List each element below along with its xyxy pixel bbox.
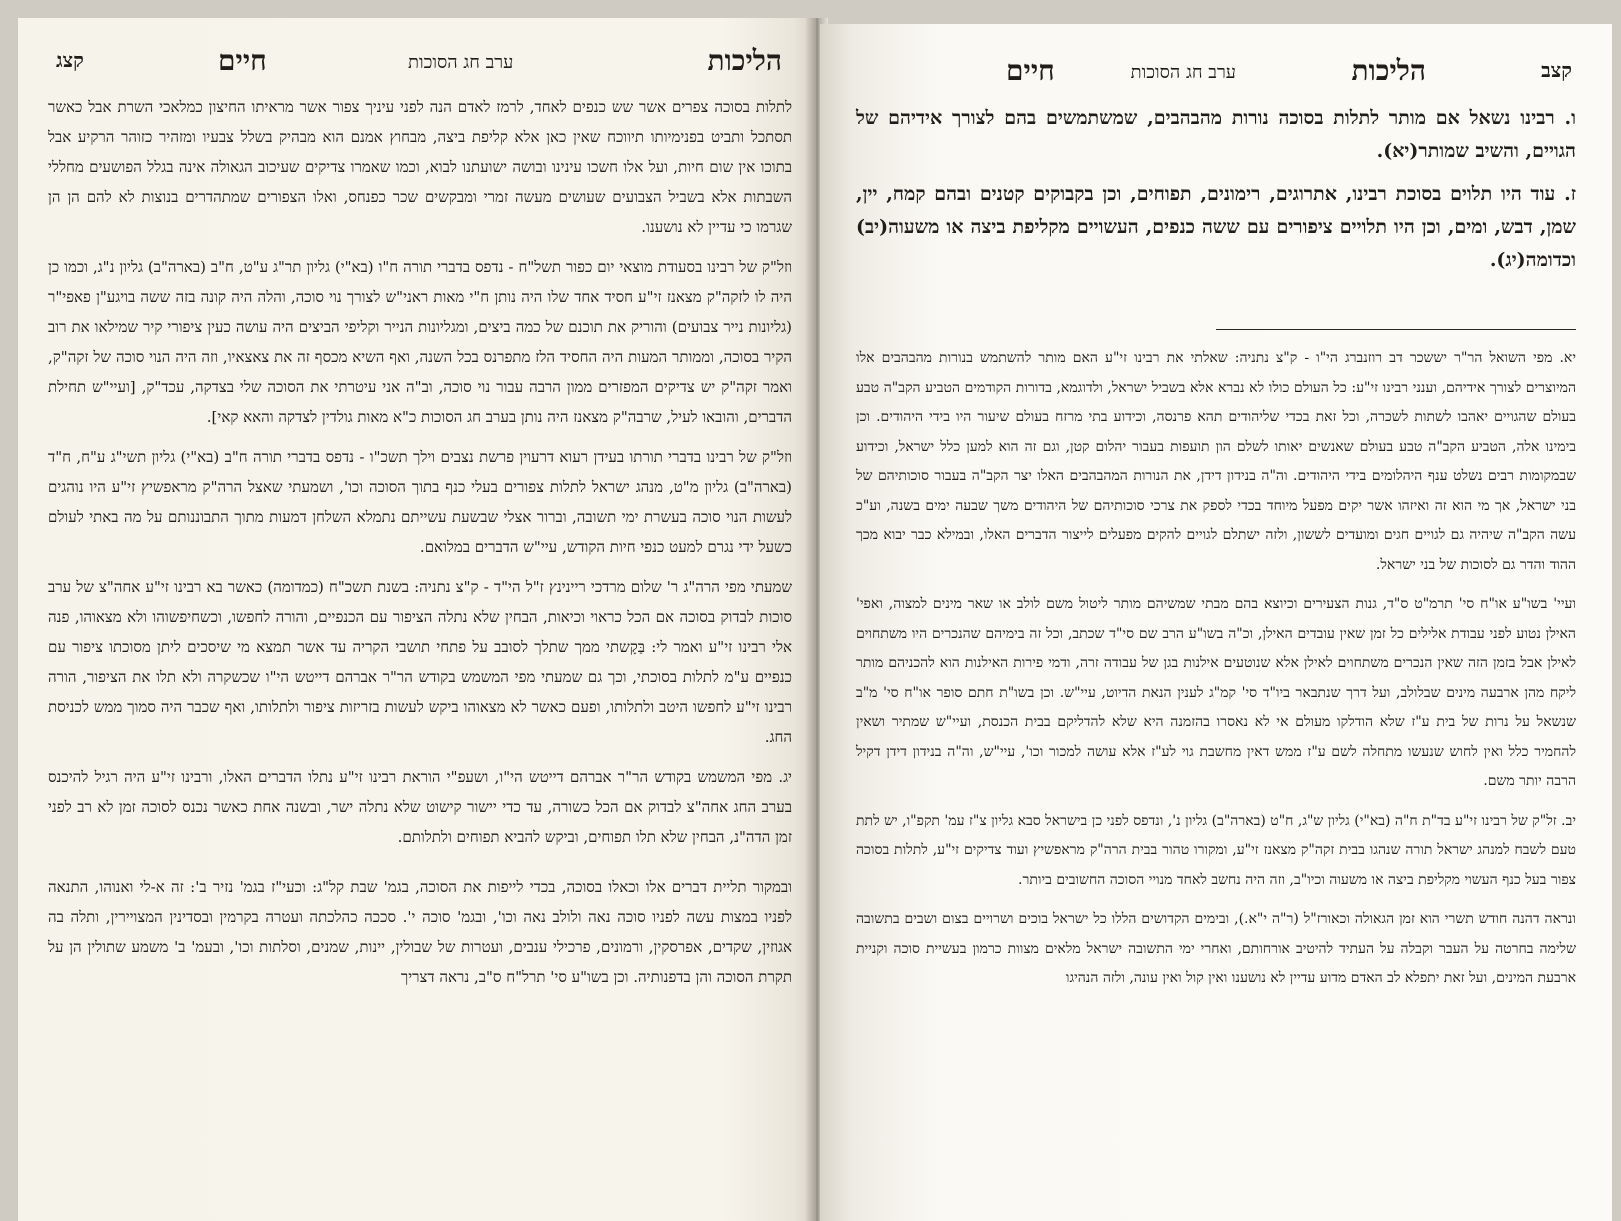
left-page-number: קצג	[56, 48, 84, 72]
right-running-title: חיים	[1006, 54, 1055, 87]
left-page-header	[48, 38, 792, 84]
left-book-title: הליכות	[707, 44, 782, 77]
footnote-yod-bet: יב. זל"ק של רבינו זי"ע בד"ת ח"ה (בא"י) גליון ש"ג, ח"ט (בארה"ב) גליון נ', ונדפס לפני כן בישראל סבא גליון צ"ז עמ' תקפ"ו, יש לתת טעם לשבח למנהג ישראל תורה שנהגו בבית זקה"ק מצאנז זי"ע, ומקורו טהור בבית הרה"ק מראפשיץ ועוד צדיקים זי"ע, לתלות בסוכה צפור בעל כנף העשוי מקליפת ביצה או משעוה וכיו"ב, וזה היה נחשב לאחד מנויי הסוכה החשובים ביותר.	[856, 812, 1576, 888]
left-page	[18, 18, 818, 1221]
right-main-paragraph-2: ז. עוד היו תלוים בסוכת רבינו, אתרוגים, רימונים, תפוחים, וכן בקבוקים קטנים ובהם קמח, יין, שמן, דבש, ומים, וכן היו תלויים ציפורים עם ששה כנפים, העשויים מקליפת ביצה או משעוה(יב) וכדומה(יג).	[856, 183, 1576, 271]
left-paragraph-5: יג. מפי המשמש בקודש הר"ר אברהם דייטש הי"ו, ושעפ"י הוראת רבינו זי"ע נתלו הדברים האלו, ורבינו זי"ע היה רגיל להיכנס בערב החג אחה"צ לבדוק אם הכל כשורה, עד כדי יישור קישוט שלא נתלה ישר, ובשנה אחת כאשר נכנס לסוכה זמן לא רב לפני זמן הדה"נ, הבחין שלא תלו תפוחים, וביקש להביא תפוחים ולתלותם.	[48, 768, 792, 846]
left-paragraph-6: ובמקור תליית דברים אלו וכאלו בסוכה, בכדי לייפות את הסוכה, בגמ' שבת קל"ג: וכעי"ז בגמ' נזיר ב': זה א-לי ואנוהו, התנאה לפניו במצות עשה לפניו סוכה נאה ולולב נאה וכו', ובגמ' סוכה י'. סככה כהלכתה ועטרה בקרמין ובסדינין המצויירין, ותלה בה אגוזין, שקדים, אפרסקין, ורמונים, פרכילי ענבים, ועטרות של שבולין, יינות, שמנים, וסלתות וכו', ובעמ' ב' משמע שתולין הן על תקרת הסוכה והן בדפנותיה. וכן בשו"ע סי' תרל"ח ס"ב, נראה דצריך	[48, 878, 792, 986]
right-page	[820, 24, 1612, 1221]
right-page-number: קצב	[1541, 58, 1572, 82]
left-running-title: חיים	[218, 44, 267, 77]
right-subtitle: ערב חג הסוכות	[1130, 62, 1236, 83]
left-paragraph-2: וזל"ק של רבינו בסעודת מוצאי יום כפור תשל"ח - נדפס בדברי תורה ח"ו (בא"י) גליון תר"ג ע"ט, ח"ב (בארה"ב) גליון נ"ג, וכמו כן היה לו לזקה"ק מצאנז זי"ע חסיד אחד שלו היה נותן ח"י מאות ראני"ש לצורך נוי סוכה, והלה היה קונה בזה ששה בויגע"ן פאפי"ר (גליונות נייר צבועים) והוריק את תוכנם של כמה ביצים, ומגליונות הנייר וקליפי הביצים היה עושה כעין ציפורי קיר שמילאו את רוב הקיר בסוכה, וממותר המעות היה החסיד הלז מתפרנס בכל השנה, ואף השיא מכסף זה את צאצאיו, וזה היה הנוי סוכה של זקה"ק, ואמר זקה"ק יש צדיקים המפזרים ממון הרבה עבור נוי סוכה, וב"ה אני עיטרתי את הסוכה שלי בצדקה, עכד"ק, [ועיי"ש תחילת הדברים, והובאו לעיל, שרבה"ק מצאנז היה נותן בערב חג הסוכות כ"א מאות גולדין לצדקה והאא קאי].	[48, 258, 792, 426]
right-main-paragraph-1: ו. רבינו נשאל אם מותר לתלות בסוכה נורות מהבהבים, שמשתמשים בהם לצורך אידיהם של הגויים, והשיב שמותר(יא).	[856, 107, 1576, 162]
right-book-title: הליכות	[1351, 54, 1426, 87]
left-paragraph-1: לתלות בסוכה צפרים אשר שש כנפים לאחד, לרמז לאדם הנה לפני עיניך צפור אשר מראיתו החיצון כמלאכי השרת אבל כאשר תסתכל ותביט בפנימיותו תיווכח שאין כאן אלא קליפת ביצה, מבחוץ אמנם הוא מבהיק בשלל צבעיו ומזהיר כזוהר הרקיע אבל בתוכו אין שום חיות, ועל אלו חשכו עינינו ובושה ישועתנו לבוא, וכמו שאמרו צדיקים שעיכוב הגאולה אינה בגלל הפושעים מחללי השבתות אלא בשביל הצבועים שעושים מעשה זמרי ומבקשים שכר כפנחס, ואלו הצפורים שמתהדרים בנוצות לא להם הן הן שגרמו כי עדיין לא נושענו.	[48, 98, 792, 236]
footnote-continuation: ועיי' בשו"ע או"ח סי' תרמ"ט ס"ד, גנות הצעירים וכיוצא בהם מבתי שמשיהם מותר ליטול משם לולב או שאר מינים למצוה, ואפי' האילן נטוע לפני עבודת אלילים כל זמן שאין עובדים האילן, וכ"ה בשו"ע הרב שם סי"ד שכתב, וכל זה בימיהם שהנכרים היו משתחוים לאילן אבל בזמן הזה שאין הנכרים משתחוים לאילן אלא שנוטעים אילנות בגן של עבודה זרה, ודמי פירות האילנות הוא להכניהם מותר ליקח מהן ארבעה מינים שבלולב, ועל דרך שנתבאר ביו"ד סי' קמ"ג לענין הנאת הדיוט, עיי"ש. וכן בשו"ת חתם סופר או"ח סי' מ"ב שנשאל על נרות של בית ע"ז שלא הודלקו מעולם אי לא נאסרו בהזמנה היא שלא להדליקם בבית הכנסת, ועיי"ש שמתיר ושאין להחמיר כלל ואין לחוש שנעשו מתחלה לשם ע"ז ממש דאין מחשבת גוי לע"ז אלא עושה למכור וכו', עיי"ש, וה"ה בנידון דידן דקיל הרבה יותר משם.	[856, 596, 1576, 789]
footnote-yod-alef: יא. מפי השואל הר"ר יששכר דב רוזנברג הי"ו - ק"צ נתניה: שאלתי את רבינו זי"ע האם מותר להשתמש בנורות מהבהבים אלו המיוצרים לצורך אידיהם, וענני רבינו זי"ע: כל העולם כולו לא נברא אלא בשביל ישראל, ולדוגמא, בדורות הקודמים הטביע הקב"ה טבע בעולם שהגויים יאהבו לשתות לשכרה, וכל זאת בכדי שליהודים תהא פרנסה, וכידוע בתי מרזח בעולם שיעור היו בידי היהודים. וכן בימינו אלה, הטביע הקב"ה טבע בעולם שאנשים יאותו לשלם הון תועפות בעבור יהלום קטן, וגם זה הוא למען כלל ישראל, וכידוע שבמקומות רבים נשלט ענף היהלומים בידי היהודים. וה"ה בנידון דידן, את הנורות המהבהבים האלו יצר הקב"ה בעבור סוכותיהם של בני ישראל, אך מי הוא זה ואיזהו אשר יקים מפעל מיוחד בכדי לספק את צרכי סוכותיהם של היהודים משך שבעה ימים בשנה, וע"כ עשה הקב"ה שיהיה גם לגויים חגים ומועדים לששון, ולזה ישתלם לגויים להקים מפעלים לייצור הדברים האלו, ובמילא כבר יבוא מכך ההוד והדר גם לסוכות של בני ישראל.	[856, 350, 1576, 573]
footnote-yod-bet-continuation: ונראה דהנה חודש תשרי הוא זמן הגאולה וכאורז"ל (ר"ה י"א.), ובימים הקדושים הללו כל ישראל בוכים ושרויים בצום ושבים בתשובה שלימה בחרטה על העבר וקבלה על העתיד להיטיב אורחותם, ואחרי ימי התשובה ישראל מלאים מצוות כרמון בעשיית סוכה וקניית ארבעת המינים, ועל זאת יתפלא לב האדם מדוע עדיין לא נושענו ואין קול ואין עונה, ולזה הנהיגו	[856, 911, 1576, 986]
footnote-divider	[1216, 329, 1576, 330]
right-page-header	[856, 48, 1576, 94]
left-paragraph-3: וזל"ק של רבינו בדברי תורתו בעידן רעוא דרעוין פרשת נצבים וילך תשכ"ו - נדפס בדברי תורה ח"ב (בא"י) גליון תשי"ג ע"ח, ח"ד (בארה"ב) גליון מ"ט, מנהג ישראל לתלות צפורים בעלי כנף בתוך הסוכה וכו', ושמעתי שאצל הרה"ק מראפשיץ זי"ע היו נוהגים לעשות הנוי סוכה בעשרת ימי תשובה, וברור אצלי שבשעת עשייתם נתמלא השלחן דמעות מתוך התבוננותם על מה באתי לעולם כשעל ידי נגרם למעט כנפי חיות הקודש, עיי"ש הדברים במלואם.	[48, 448, 792, 556]
left-paragraph-4: שמעתי מפי הרה"ג ר' שלום מרדכי ריינינץ ז"ל הי"ד - ק"צ נתניה: בשנת תשכ"ח (כמדומה) כאשר בא רבינו זי"ע אחה"צ של ערב סוכות לבדוק בסוכה אם הכל כראוי וכיאות, הבחין שלא נתלה הציפור עם הכנפיים, והורה לחפשו, וכשחיפשוהו ולא מצאוהו, פנה אלי רבינו זי"ע ואמר לי: בַּקָשתי ממך שתלך לסובב על פתחי תושבי הקריה עד אשר תמצא מי שיסכים ליתן מסוכתו ציפור עם כנפיים ע"מ לתלות בסוכתי, וכך גם שמעתי מפי המשמש בקודש הר"ר אברהם דייטש הי"ו שכשקרה ולא תלו את הציפור, הורה רבינו זי"ע לחפשו היטב ולתלותו, ופעם כאשר לא מצאוהו ביקש לעשות בזריזות ציפור ולתלותו, ואף שכבר היה סמוך ממש לכניסת החג.	[48, 578, 792, 746]
left-subtitle: ערב חג הסוכות	[408, 52, 514, 73]
